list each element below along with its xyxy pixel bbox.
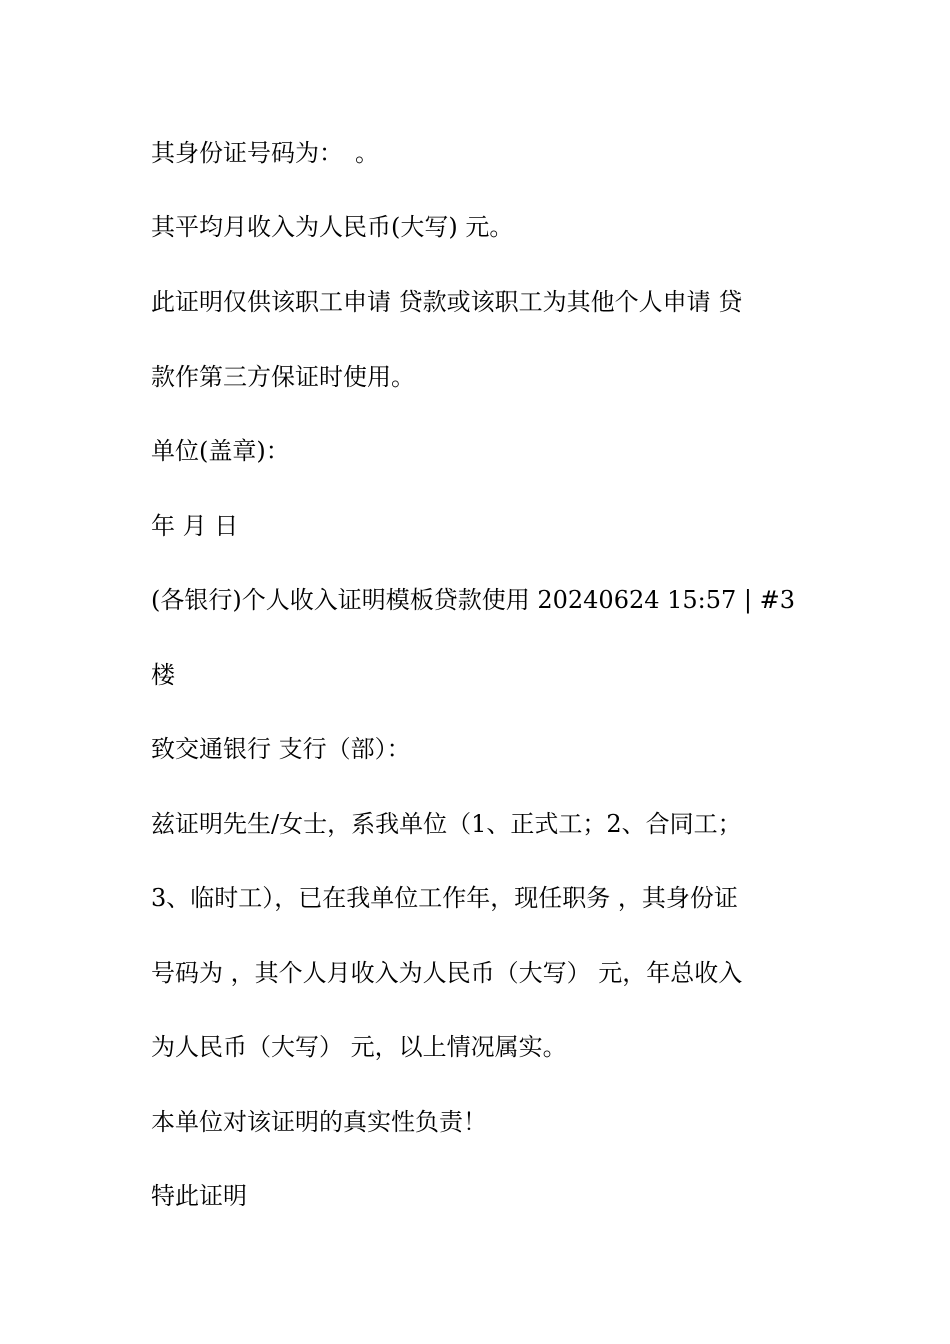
id-number-line: 其身份证号码为： 。 bbox=[151, 139, 379, 167]
monthly-income-line: 其平均月收入为人民币(大写) 元。 bbox=[151, 213, 514, 241]
post-floor-line: 楼 bbox=[151, 661, 175, 689]
usage-statement-line-1: 此证明仅供该职工申请 贷款或该职工为其他个人申请 贷 bbox=[151, 288, 743, 316]
closing-line: 特此证明 bbox=[151, 1182, 247, 1210]
certification-line-1: 兹证明先生/女士，系我单位（1、正式工；2、合同工； bbox=[151, 810, 742, 838]
addressee-line: 致交通银行 支行（部）： bbox=[151, 735, 411, 763]
date-line: 年 月 日 bbox=[151, 512, 239, 540]
certification-line-3: 号码为 ，其个人月收入为人民币（大写） 元，年总收入 bbox=[151, 959, 743, 987]
usage-statement-line-2: 款作第三方保证时使用。 bbox=[151, 363, 415, 391]
post-header-line: (各银行)个人收入证明模板贷款使用 20240624 15:57 | #3 bbox=[151, 586, 796, 614]
responsibility-line: 本单位对该证明的真实性负责！ bbox=[151, 1108, 487, 1136]
unit-seal-line: 单位(盖章)： bbox=[151, 437, 290, 465]
certification-line-4: 为人民币（大写） 元，以上情况属实。 bbox=[151, 1033, 567, 1061]
certification-line-2: 3、临时工），已在我单位工作年，现任职务 ，其身份证 bbox=[151, 884, 738, 912]
